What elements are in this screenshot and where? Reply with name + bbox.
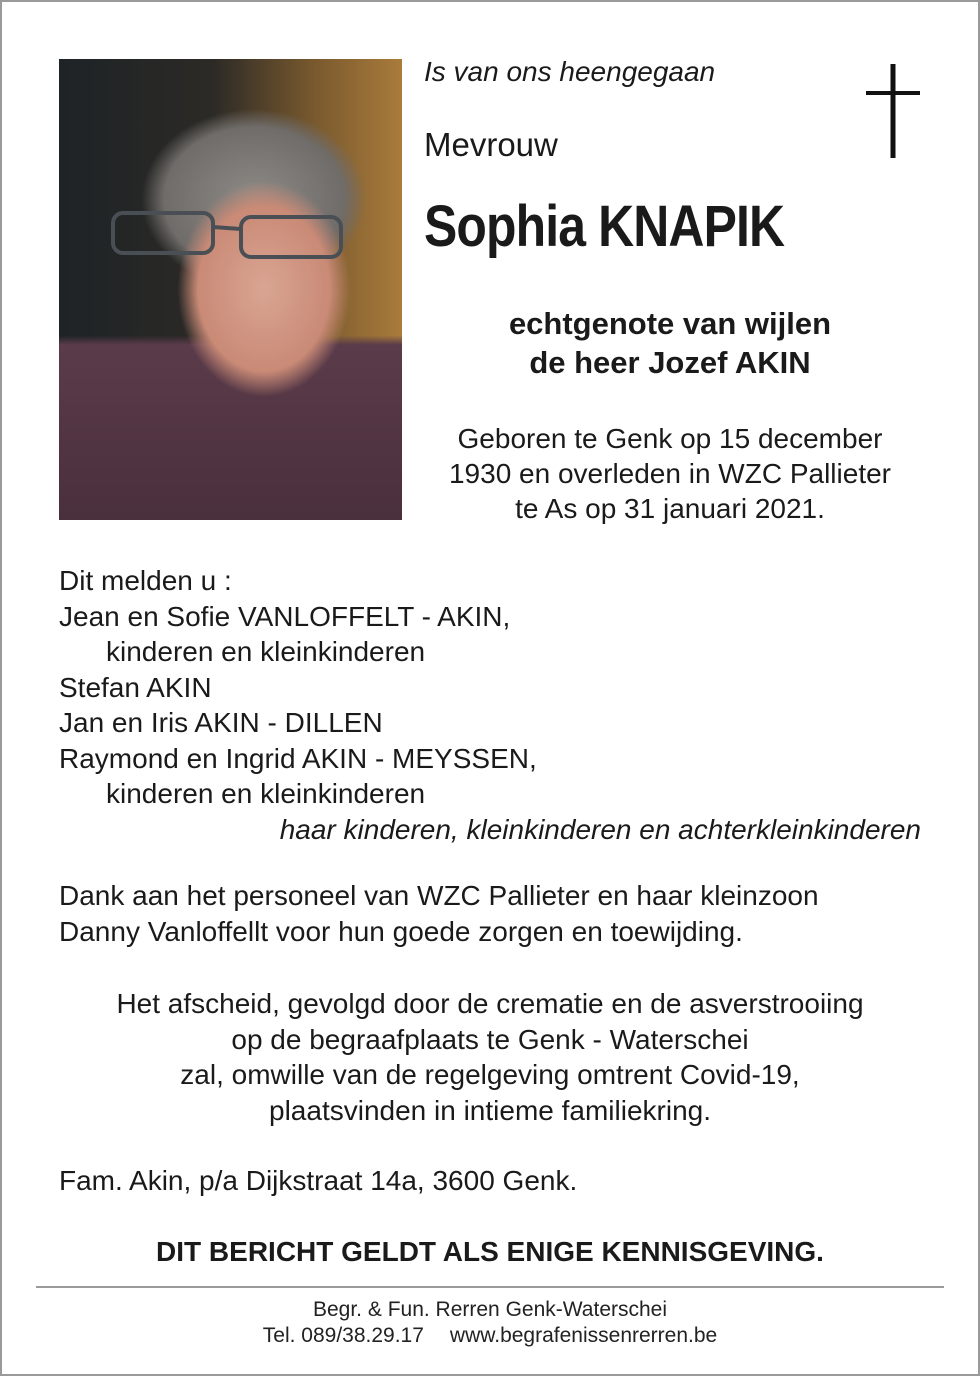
thanks-block — [59, 878, 939, 950]
family-line: Stefan AKIN — [59, 671, 212, 703]
birth-death-line: te As op 31 januari 2021. — [515, 493, 825, 524]
farewell-block — [40, 986, 940, 1128]
birth-death-block — [420, 421, 920, 526]
intro-text: Is van ons heengegaan — [424, 56, 716, 87]
official-notice: DIT BERICHT GELDT ALS ENIGE KENNISGEVING. — [156, 1236, 824, 1267]
spouse-line: echtgenote van wijlen — [508, 306, 832, 341]
spouse-block — [420, 304, 920, 382]
honorific: Mevrouw — [424, 126, 558, 163]
footer-website[interactable]: www.begrafenissenrerren.be — [449, 1324, 718, 1347]
footer — [40, 1297, 940, 1349]
funeral-company: Begr. & Fun. Rerren Genk-Waterschei — [312, 1298, 668, 1321]
family-line: kinderen en kleinkinderen — [106, 636, 426, 667]
farewell-line: Het afscheid, gevolgd door de crematie en de asverstrooiing — [116, 988, 864, 1019]
footer-divider — [36, 1286, 944, 1288]
announcement-intro: Dit melden u : — [59, 565, 232, 596]
family-line: kinderen en kleinkinderen — [106, 778, 426, 809]
footer-contact — [40, 1323, 940, 1349]
birth-death-line: 1930 en overleden in WZC Pallieter — [448, 458, 891, 489]
family-line: Raymond en Ingrid AKIN - MEYSSEN, — [59, 742, 537, 774]
cross-icon — [864, 62, 922, 160]
family-line: Jean en Sofie VANLOFFELT - AKIN, — [59, 600, 511, 632]
farewell-line: plaatsvinden in intieme familiekring. — [269, 1094, 711, 1126]
announcement-block — [59, 563, 939, 847]
portrait-photo — [59, 59, 402, 520]
birth-death-line: Geboren te Genk op 15 december — [457, 423, 883, 454]
farewell-line: op de begraafplaats te Genk - Waterschei — [231, 1023, 749, 1055]
announcement-closing: haar kinderen, kleinkinderen en achterkleinkinderen — [279, 813, 921, 845]
deceased-name: Sophia KNAPIK — [424, 194, 785, 259]
farewell-line: zal, omwille van de regelgeving omtrent Covid-19, — [180, 1059, 800, 1090]
footer-phone: Tel. 089/38.29.17 — [262, 1324, 424, 1347]
family-address: Fam. Akin, p/a Dijkstraat 14a, 3600 Genk. — [59, 1165, 578, 1196]
spouse-line: de heer Jozef AKIN — [529, 345, 811, 380]
thanks-line: Dank aan het personeel van WZC Pallieter en haar kleinzoon — [59, 880, 819, 911]
family-line: Jan en Iris AKIN - DILLEN — [59, 707, 383, 738]
glasses-shape — [109, 209, 349, 259]
thanks-line: Danny Vanloffellt voor hun goede zorgen en toewijding. — [59, 916, 743, 947]
